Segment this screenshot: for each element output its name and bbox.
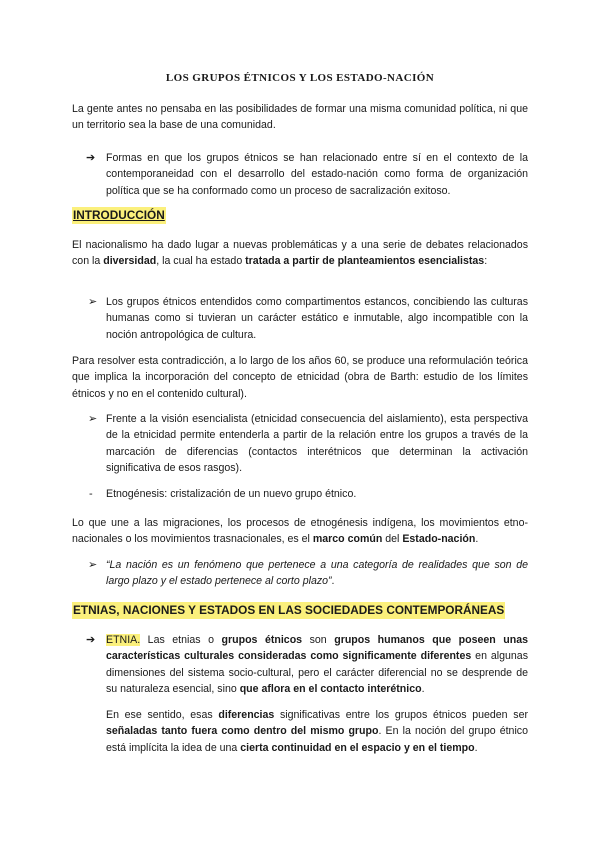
- text-run: :: [484, 255, 488, 268]
- bold-run: Estado-nación: [402, 533, 476, 546]
- intro-section-paragraph-2: Para resolver esta contradicción, a lo largo de los años 60, se produce una reformulación teórica que implica la incorporación del concepto de etnicidad (obra de Barth: estudio de los límites étnicos y no en el contenido cultural).: [72, 355, 528, 400]
- bold-run: cierta continuidad en el espacio y en el tiempo: [240, 741, 475, 754]
- section-heading-introduccion-label: INTRODUCCIÓN: [73, 208, 165, 222]
- bold-run: grupos humanos que poseen unas características culturales consideradas como significamente diferentes: [106, 634, 528, 663]
- dash-bullet-icon: -: [89, 488, 93, 500]
- intro-section-paragraph-1: [72, 237, 528, 270]
- intro-paragraph: La gente antes no pensaba en las posibilidades de formar una misma comunidad política, ni que un territorio sea la base de una comunidad.: [72, 103, 528, 132]
- dash-item-etnogenesis: Etnogénesis: cristalización de un nuevo grupo étnico.: [106, 488, 357, 500]
- text-run: .: [475, 533, 479, 546]
- arrow-bullet-icon: ➔: [86, 152, 96, 164]
- text-run: Lo que une a las migraciones, los procesos de etnogénesis indígena, los movimientos etno-nacionales o los movimientos trasnacionales, es el: [72, 517, 528, 546]
- etnia-label: ETNIA.: [106, 634, 141, 646]
- bold-run: grupos étnicos: [221, 634, 303, 646]
- etnia-paragraph-2: [106, 707, 528, 756]
- text-run: En ese sentido, esas: [106, 709, 219, 721]
- bold-run: señaladas tanto fuera como dentro del mismo grupo: [106, 725, 379, 738]
- section-heading-etnias-label: ETNIAS, NACIONES Y ESTADOS EN LAS SOCIEDADES CONTEMPORÁNEAS: [73, 603, 505, 617]
- quote-bullet-text: [106, 557, 528, 590]
- text-run: , la cual ha estado: [156, 255, 246, 268]
- bold-run: diferencias: [218, 709, 275, 721]
- arrow-bullet-icon: ➔: [86, 634, 96, 646]
- text-run: .: [421, 682, 425, 695]
- intro-section-paragraph-3: [72, 515, 528, 548]
- chevron-bullet-icon: ➢: [88, 296, 98, 308]
- page-title: LOS GRUPOS ÉTNICOS Y LOS ESTADO-NACIÓN: [165, 72, 435, 84]
- bold-run: tratada a partir de planteamientos esencialistas: [245, 255, 485, 268]
- text-run: .: [474, 741, 478, 754]
- text-run: Las etnias o: [140, 634, 222, 646]
- text-run: significativas entre los grupos étnicos pueden ser: [274, 709, 528, 721]
- bold-run: marco común: [312, 533, 383, 546]
- section-heading-introduccion: [72, 208, 166, 222]
- section-heading-etnias: [72, 603, 505, 617]
- arrow-bullet-text: Formas en que los grupos étnicos se han relacionado entre sí en el contexto de la contemporaneidad con el desarrollo del estado-nación como forma de organización política que se ha conformado como un proceso de sacralización exitoso.: [106, 152, 528, 197]
- bold-run: diversidad: [103, 255, 157, 268]
- bold-run: que aflora en el contacto interétnico: [239, 682, 422, 695]
- text-run: El nacionalismo ha dado lugar a nuevas problemáticas y a una serie de debates relacionados con la: [72, 239, 528, 268]
- chevron-bullet-icon: ➢: [88, 559, 98, 571]
- text-run: son: [302, 634, 335, 646]
- chevron-bullet-icon: ➢: [88, 413, 98, 425]
- chevron-bullet-text-2: Frente a la visión esencialista (etnicidad consecuencia del aislamiento), esta perspectiva de la etnicidad permite entenderla a partir de la relación entre los grupos a través de la marcación de diferencias (contactos interétnicos que determinan la activación significativa de esos rasgos).: [106, 413, 528, 474]
- text-run: . En la noción del grupo étnico está implícita la idea de una: [106, 725, 528, 754]
- chevron-bullet-text-1: Los grupos étnicos entendidos como compartimentos estancos, concibiendo las culturas humanas como si tuvieran un carácter estático e inmutable, algo incompatible con la noción antropológica de cultura.: [106, 296, 528, 341]
- text-run: del: [382, 533, 403, 546]
- text-run: .: [331, 575, 335, 588]
- italic-quote: “La nación es un fenómeno que pertenece a una categoría de realidades que son de largo plazo y el estado pertenece al corto plazo”: [106, 559, 528, 588]
- text-run: en algunas dimensiones del sistema socio-cultural, pero el carácter diferencial no se desprende de su naturaleza esencial, sino: [106, 650, 528, 695]
- etnia-definition: [106, 632, 528, 697]
